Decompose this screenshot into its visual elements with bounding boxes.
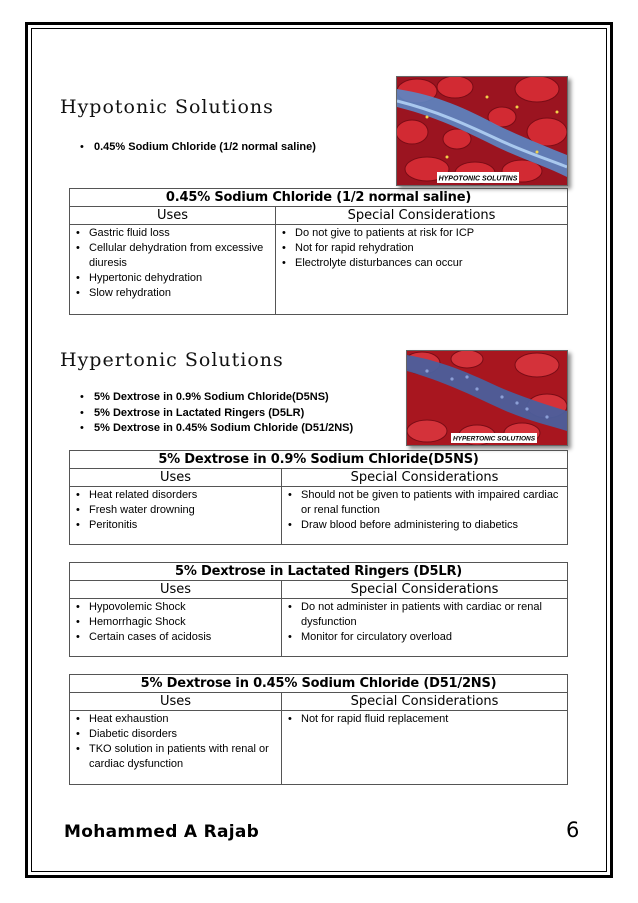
column-header-uses: Uses [70, 207, 276, 225]
d5ns-table [69, 450, 568, 545]
uses-cell [70, 487, 282, 545]
list-item: • Cellular dehydration from excessive diuresis [76, 241, 271, 271]
special-cell [282, 711, 568, 785]
d51-2ns-table [69, 674, 568, 785]
list-item: • Peritonitis [76, 518, 277, 533]
list-item: • Electrolyte disturbances can occur [282, 256, 563, 271]
special-cell [282, 487, 568, 545]
column-header-special: Special Considerations [276, 207, 568, 225]
table-title: 5% Dextrose in Lactated Ringers (D5LR) [70, 563, 568, 581]
hypotonic-bullet-list [80, 140, 316, 156]
list-item: • Not for rapid rehydration [282, 241, 563, 256]
hypotonic-heading: Hypotonic Solutions [60, 96, 274, 118]
column-header-uses: Uses [70, 469, 282, 487]
list-item: • Do not give to patients at risk for ICP [282, 226, 563, 241]
list-item: • 0.45% Sodium Chloride (1/2 normal saline) [80, 140, 316, 156]
list-item: • Hypovolemic Shock [76, 600, 277, 615]
page-number: 6 [566, 818, 580, 842]
list-item: • Hemorrhagic Shock [76, 615, 277, 630]
list-item: • Do not administer in patients with cardiac or renal dysfunction [288, 600, 563, 630]
list-item: • Heat exhaustion [76, 712, 277, 727]
column-header-special: Special Considerations [282, 469, 568, 487]
list-item: • TKO solution in patients with renal or cardiac dysfunction [76, 742, 277, 772]
column-header-uses: Uses [70, 581, 282, 599]
list-item: • Heat related disorders [76, 488, 277, 503]
list-item: • Should not be given to patients with impaired cardiac or renal function [288, 488, 563, 518]
list-item: • 5% Dextrose in 0.9% Sodium Chloride(D5NS) [80, 390, 353, 406]
table-title: 5% Dextrose in 0.9% Sodium Chloride(D5NS) [70, 451, 568, 469]
table-title: 0.45% Sodium Chloride (1/2 normal saline) [70, 189, 568, 207]
hypertonic-caption: HYPERTONIC SOLUTIONS [452, 435, 536, 443]
list-item: • Monitor for circulatory overload [288, 630, 563, 645]
list-item: • 5% Dextrose in 0.45% Sodium Chloride (D51/2NS) [80, 421, 353, 437]
uses-cell [70, 225, 276, 315]
list-item: • Draw blood before administering to diabetics [288, 518, 563, 533]
column-header-special: Special Considerations [282, 693, 568, 711]
column-header-special: Special Considerations [282, 581, 568, 599]
list-item: • Gastric fluid loss [76, 226, 271, 241]
list-item: • Diabetic disorders [76, 727, 277, 742]
uses-cell [70, 599, 282, 657]
list-item: • Slow rehydration [76, 286, 271, 301]
special-cell [276, 225, 568, 315]
list-item: • Fresh water drowning [76, 503, 277, 518]
table-title: 5% Dextrose in 0.45% Sodium Chloride (D51/2NS) [70, 675, 568, 693]
hypertonic-bullet-list [80, 390, 353, 437]
hypotonic-illustration [396, 76, 568, 186]
list-item: • 5% Dextrose in Lactated Ringers (D5LR) [80, 406, 353, 422]
list-item: • Certain cases of acidosis [76, 630, 277, 645]
column-header-uses: Uses [70, 693, 282, 711]
author-name: Mohammed A Rajab [64, 822, 260, 842]
hypotonic-caption: HYPOTONIC SOLUTINS [438, 175, 518, 183]
hypertonic-heading: Hypertonic Solutions [60, 349, 284, 371]
list-item: • Hypertonic dehydration [76, 271, 271, 286]
d5lr-table [69, 562, 568, 657]
list-item: • Not for rapid fluid replacement [288, 712, 563, 727]
special-cell [282, 599, 568, 657]
hypertonic-illustration [406, 350, 568, 446]
uses-cell [70, 711, 282, 785]
hypotonic-table [69, 188, 568, 315]
